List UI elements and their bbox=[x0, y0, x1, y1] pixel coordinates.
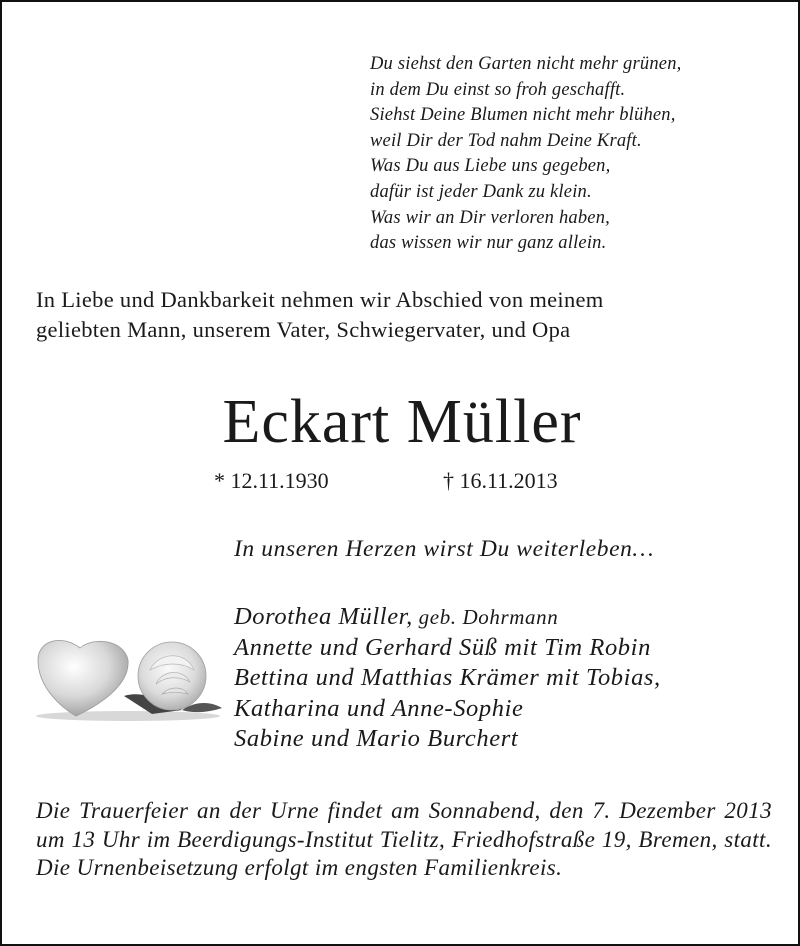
motto: In unseren Herzen wirst Du weiterleben… bbox=[234, 536, 655, 562]
intro-line: In Liebe und Dankbarkeit nehmen wir Abschied von meinem bbox=[36, 287, 604, 312]
poem-line: Siehst Deine Blumen nicht mehr blühen, bbox=[370, 105, 676, 126]
poem-line: das wissen wir nur ganz allein. bbox=[370, 233, 607, 254]
deceased-name: Eckart Müller bbox=[222, 388, 582, 456]
poem-line: Du siehst den Garten nicht mehr grünen, bbox=[370, 54, 682, 74]
poem-line: Was wir an Dir verloren haben, bbox=[370, 207, 610, 228]
death-date: † 16.11.2013 bbox=[443, 468, 558, 493]
heart-and-rose-image bbox=[32, 630, 224, 722]
intro-text bbox=[36, 285, 776, 345]
family-line: Bettina und Matthias Krämer mit Tobias, bbox=[234, 664, 661, 691]
poem-line: dafür ist jeder Dank zu klein. bbox=[370, 181, 592, 202]
family-line: Katharina und Anne-Sophie bbox=[234, 694, 524, 722]
family-first-name: Dorothea Müller, bbox=[234, 603, 413, 630]
family-maiden-name: geb. Dohrmann bbox=[412, 605, 559, 629]
family-line: Annette und Gerhard Süß mit Tim Robin bbox=[234, 633, 651, 661]
poem-line: in dem Du einst so froh geschafft. bbox=[370, 79, 626, 100]
poem-line: Was Du aus Liebe uns gegeben, bbox=[370, 156, 611, 177]
birth-date: * 12.11.1930 bbox=[214, 468, 329, 493]
family-line bbox=[234, 602, 661, 633]
poem-line: weil Dir der Tod nahm Deine Kraft. bbox=[370, 130, 642, 151]
service-announcement: Die Trauerfeier an der Urne findet am Sonnabend, den 7. Dezember 2013 um 13 Uhr im Beerdigungs-Institut Tielitz, Friedhofstraße 19, Bremen, statt. Die Urnenbeisetzung erfolgt im engsten Familienkreis. bbox=[36, 798, 772, 880]
intro-line: geliebten Mann, unserem Vater, Schwiegervater, und Opa bbox=[36, 317, 571, 342]
poem bbox=[370, 52, 780, 257]
family-list bbox=[234, 602, 661, 755]
family-line: Sabine und Mario Burchert bbox=[234, 725, 519, 752]
